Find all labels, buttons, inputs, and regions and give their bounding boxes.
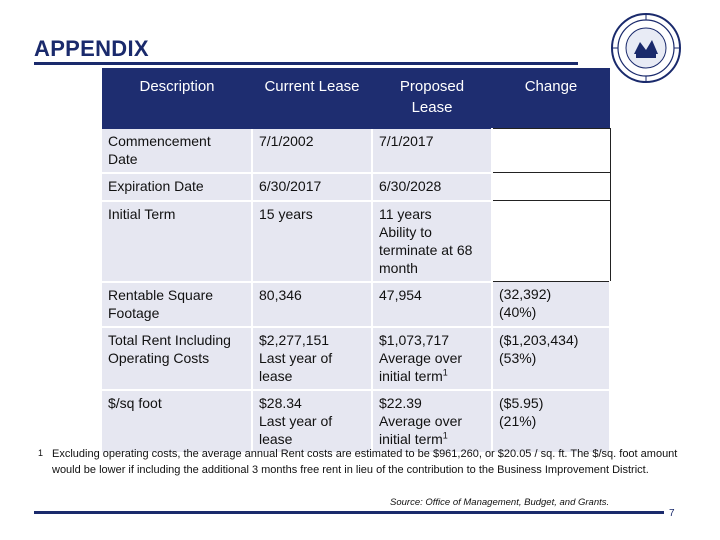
cell-text-line: (32,392) [499, 286, 552, 302]
cell-text-line: initial term$^1$ [379, 429, 448, 447]
cell-text-line: $22.39 [379, 394, 422, 411]
footnote-text: Excluding operating costs, the average annual Rent costs are estimated to be $961,260, or $20.05 / sq. ft. The $/sq. foot amount would be lower if including the additional 3 months free rent in lieu of the contribution to the Business Improvement District. [52, 448, 678, 476]
bottom-divider [34, 511, 664, 514]
cell-change [492, 390, 610, 453]
cell-description [102, 201, 252, 282]
table-row [102, 327, 610, 390]
cell-current-lease [252, 129, 372, 173]
cell-text-line: Operating Costs [108, 349, 210, 366]
table-row [102, 282, 610, 327]
cell-text-line: (40%) [499, 304, 537, 320]
cell-text-line: 7/1/2017 [379, 132, 434, 149]
cell-text-line: month [379, 259, 418, 276]
header-proposed-lease: Proposed Lease [372, 68, 492, 129]
footnote-ref: 1 [442, 429, 448, 440]
cell-text-line: ($5.95) [499, 394, 544, 411]
cell-text-line: Total Rent Including [108, 331, 231, 348]
cell-text-line: $2,277,151 [259, 331, 330, 348]
cell-text-line: terminate at 68 [379, 241, 473, 258]
cell-text-line: Initial Term [108, 205, 176, 222]
header-current-lease: Current Lease [252, 68, 372, 129]
cell-text-line: (53%) [499, 349, 537, 366]
cell-proposed-lease [372, 173, 492, 201]
page-title: APPENDIX [34, 36, 149, 61]
footnote [38, 446, 678, 478]
cell-proposed-lease [372, 129, 492, 173]
table-header-row [102, 68, 610, 129]
cell-text-line: lease [259, 367, 293, 384]
cell-text-line: Average over [379, 412, 463, 429]
cell-current-lease [252, 173, 372, 201]
cell-change [492, 282, 610, 327]
source-note: Source: Office of Management, Budget, and Grants. [390, 497, 610, 508]
cell-text-line: 47,954 [379, 286, 422, 303]
cell-current-lease [252, 201, 372, 282]
cell-description [102, 282, 252, 327]
cell-text-line: Date [108, 150, 138, 167]
cell-text-line: $1,073,717 [379, 331, 450, 348]
cell-proposed-lease [372, 282, 492, 327]
cell-text-line: Average over [379, 349, 463, 366]
cell-text-line: $/sq foot [108, 394, 162, 411]
cell-proposed-lease [372, 390, 492, 453]
cell-text-line: Footage [108, 304, 160, 321]
cell-description [102, 129, 252, 173]
cell-text-line: 80,346 [259, 286, 302, 303]
cell-text-line: Last year of [259, 349, 333, 366]
cell-text-line: $28.34 [259, 394, 302, 411]
cell-text-line: Rentable Square [108, 286, 214, 303]
cell-change [492, 173, 610, 201]
cell-text-line: 15 years [259, 205, 313, 222]
cell-current-lease [252, 390, 372, 453]
cell-change [492, 327, 610, 390]
cell-proposed-lease [372, 201, 492, 282]
cell-text-line: initial term$^1$ [379, 366, 448, 384]
table-row [102, 173, 610, 201]
cell-description [102, 327, 252, 390]
cell-text-line: 7/1/2002 [259, 132, 314, 149]
city-seal-icon [610, 12, 682, 84]
cell-description [102, 173, 252, 201]
cell-text-line: Last year of [259, 412, 333, 429]
title-divider [34, 62, 578, 65]
cell-change [492, 129, 610, 173]
cell-text-line: 11 years [379, 205, 432, 222]
cell-description [102, 390, 252, 453]
cell-text-line: Expiration Date [108, 177, 204, 194]
footnote-ref: 1 [442, 366, 448, 377]
header-change: Change [492, 68, 610, 129]
cell-text-line: Ability to [379, 223, 432, 240]
cell-text-line: 6/30/2028 [379, 177, 442, 194]
cell-current-lease [252, 282, 372, 327]
cell-text-line: ($1,203,434) [499, 331, 579, 348]
table-row [102, 390, 610, 453]
cell-proposed-lease [372, 327, 492, 390]
cell-text-line: (21%) [499, 412, 537, 429]
header-description: Description [102, 68, 252, 129]
table-row [102, 201, 610, 282]
cell-text-line: Commencement [108, 132, 211, 149]
cell-text-line: 6/30/2017 [259, 177, 322, 194]
footnote-marker: 1 [38, 448, 44, 458]
cell-text-line: lease [259, 430, 293, 447]
page-number: 7 [669, 508, 675, 519]
table-row [102, 129, 610, 173]
cell-current-lease [252, 327, 372, 390]
lease-comparison-table [102, 68, 611, 454]
cell-change [492, 201, 610, 282]
